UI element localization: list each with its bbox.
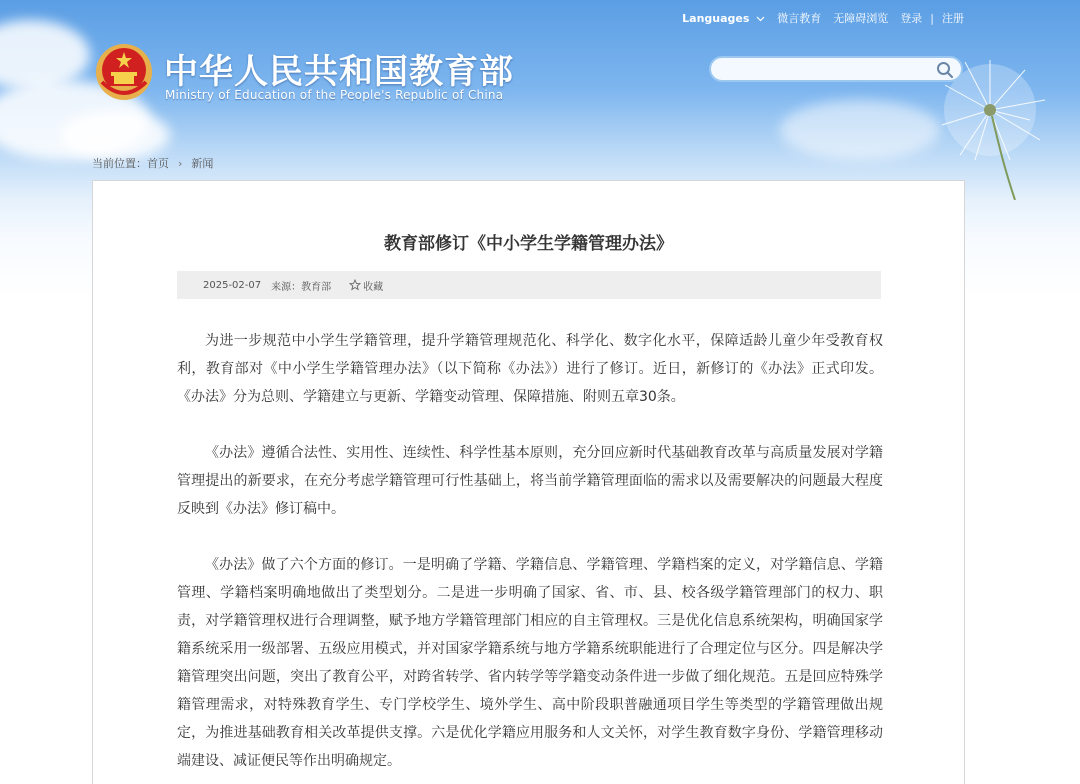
- article-body: [177, 327, 883, 784]
- national-emblem-icon[interactable]: [94, 42, 154, 102]
- breadcrumb: [92, 155, 213, 171]
- breadcrumb-label: 当前位置：: [92, 157, 147, 170]
- article-meta-bar: [177, 271, 881, 299]
- link-separator: |: [930, 11, 934, 25]
- article-paragraph: 《办法》做了六个方面的修订。一是明确了学籍、学籍信息、学籍管理、学籍档案的定义，对学籍信息、学籍管理、学籍档案明确地做出了类型划分。二是进一步明确了国家、省、市、县、校各级学籍管理部门的权力、职责，对学籍管理权进行合理调整，赋予地方学籍管理部门相应的自主管理权。三是优化信息系统架构，明确国家学籍系统采用一级部署、五级应用模式，并对国家学籍系统与地方学籍系统职能进行了合理定位与区分。四是解决学籍管理突出问题，突出了教育公平，对跨省转学、省内转学等学籍变动条件进一步做了细化规范。五是回应特殊学籍管理需求，对特殊教育学生、专门学校学生、境外学生、高中阶段职普融通项目学生等类型的学籍管理做出规定，为推进基础教育相关改革提供支撑。六是优化学籍应用服务和人文关怀，对学生教育数字身份、学籍管理移动端建设、减证便民等作出明确规定。: [177, 557, 883, 769]
- article-source: 来源：教育部: [271, 281, 332, 293]
- chevron-down-icon: [756, 16, 765, 22]
- chevron-right-icon: ›: [178, 157, 183, 170]
- cloud-decoration: [780, 100, 940, 160]
- article-paragraph: 《办法》遵循合法性、实用性、连续性、科学性基本原则，充分回应新时代基础教育改革与高质量发展对学籍管理提出的新要求，在充分考虑学籍管理可行性基础上，将当前学籍管理面临的需求以及需要解决的问题最大程度反映到《办法》修订稿中。: [177, 445, 883, 517]
- languages-link[interactable]: [670, 12, 765, 25]
- favorite-button[interactable]: [349, 278, 383, 293]
- search-icon[interactable]: [935, 60, 955, 80]
- article-card: [92, 180, 965, 784]
- search-input[interactable]: [711, 58, 951, 80]
- site-title[interactable]: 中华人民共和国教育部: [164, 52, 514, 92]
- search-box: [709, 56, 963, 82]
- accessibility-link[interactable]: 无障碍浏览: [833, 12, 889, 25]
- breadcrumb-current[interactable]: 新闻: [191, 157, 214, 170]
- register-link[interactable]: 注册: [942, 12, 964, 25]
- weibo-link[interactable]: 微言教育: [777, 12, 822, 25]
- site-subtitle: Ministry of Education of the People's Republic of China: [165, 88, 504, 102]
- favorite-label: 收藏: [363, 281, 384, 293]
- star-icon: [349, 279, 361, 291]
- breadcrumb-home[interactable]: 首页: [147, 157, 169, 170]
- cloud-decoration: [60, 110, 170, 160]
- article-paragraph: 为进一步规范中小学生学籍管理，提升学籍管理规范化、科学化、数字化水平，保障适龄儿童少年受教育权利，教育部对《中小学生学籍管理办法》（以下简称《办法》）进行了修订。近日，新修订的《办法》正式印发。《办法》分为总则、学籍建立与更新、学籍变动管理、保障措施、附则五章30条。: [177, 333, 883, 405]
- login-link[interactable]: 登录: [900, 12, 923, 25]
- languages-label: Languages: [682, 11, 750, 25]
- article-date: 2025-02-07: [203, 279, 262, 291]
- top-links: [670, 10, 964, 26]
- article-title: 教育部修订《中小学生学籍管理办法》: [384, 234, 673, 254]
